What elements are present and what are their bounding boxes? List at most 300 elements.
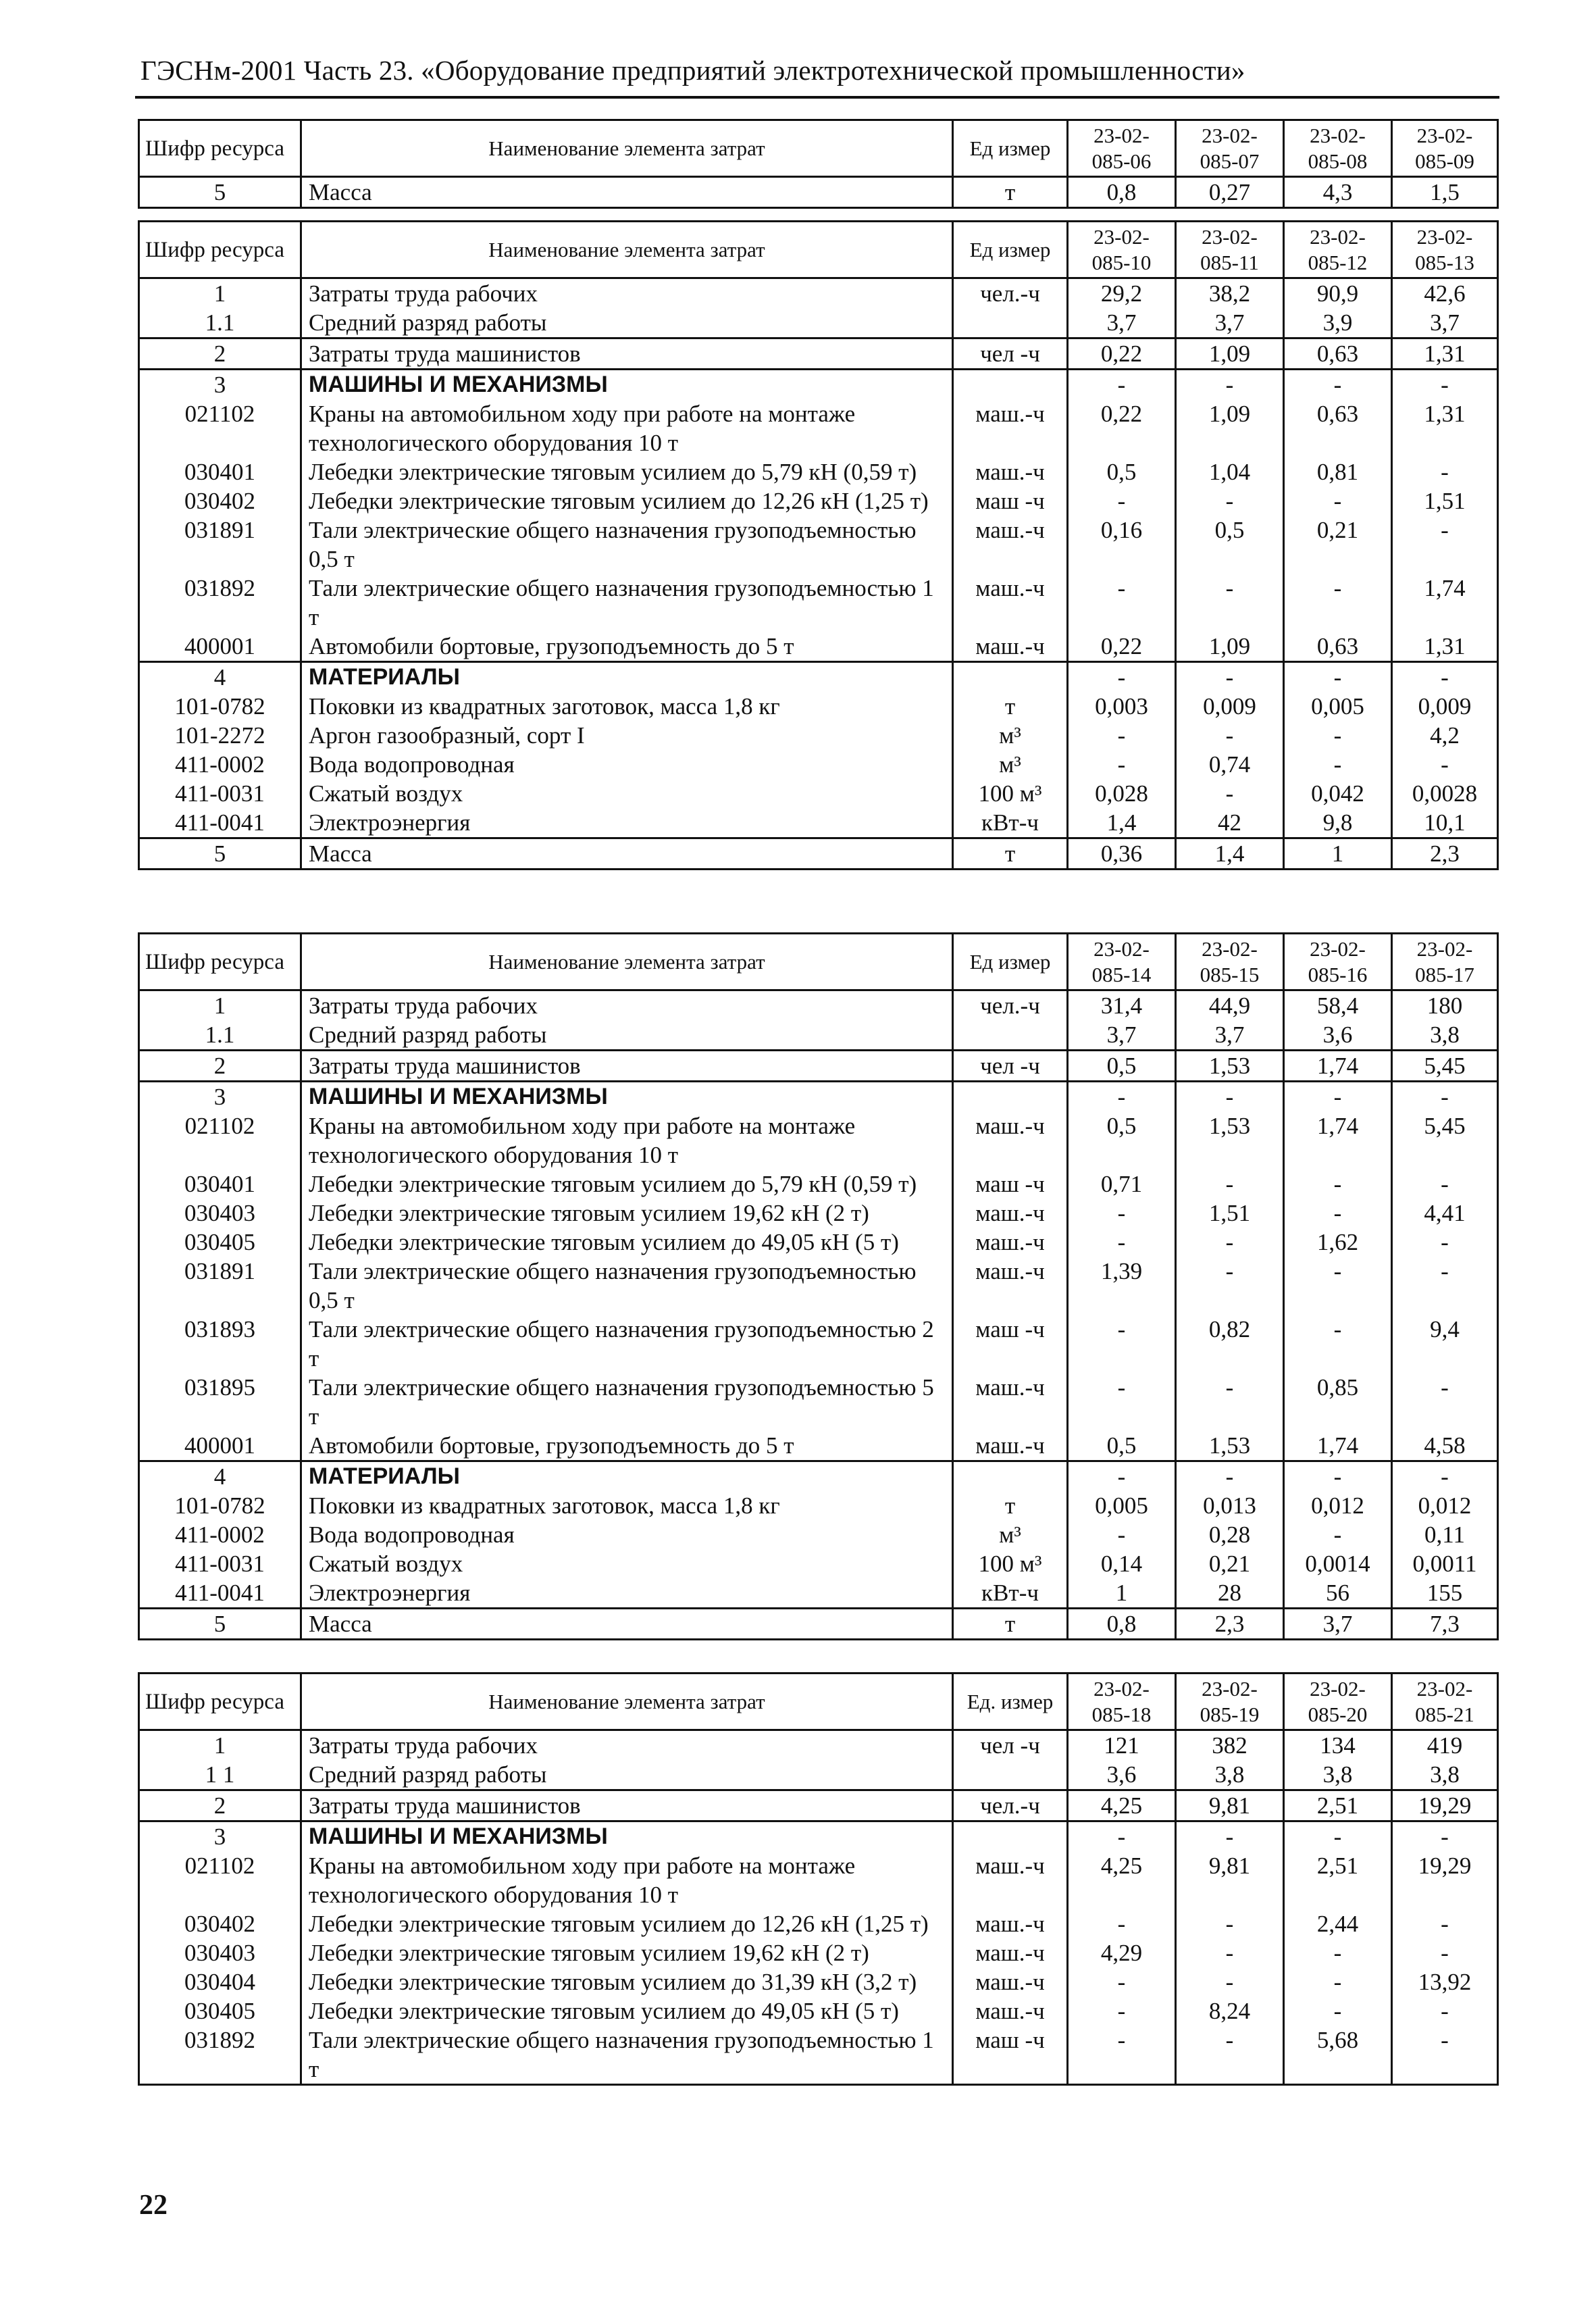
norm-value: 3,6 bbox=[1068, 1760, 1176, 1790]
norm-value: - bbox=[1284, 574, 1392, 632]
header-code: Шифр ресурса bbox=[139, 1674, 301, 1730]
norm-value: - bbox=[1284, 1315, 1392, 1373]
norm-value: 42,6 bbox=[1392, 278, 1498, 309]
resource-code: 031891 bbox=[139, 515, 301, 574]
resource-code: 030402 bbox=[139, 1909, 301, 1938]
norm-value: - bbox=[1284, 1199, 1392, 1228]
norm-value: - bbox=[1176, 779, 1284, 808]
norm-value: 2,3 bbox=[1176, 1609, 1284, 1640]
cost-element-name: Краны на автомобильном ходу при работе на монтаже технологического оборудования 10 т bbox=[301, 1111, 953, 1169]
norm-value: 2,3 bbox=[1392, 838, 1498, 870]
norm-value: 1,74 bbox=[1284, 1111, 1392, 1169]
norm-value: 121 bbox=[1068, 1730, 1176, 1761]
cost-element-name: МАШИНЫ И МЕХАНИЗМЫ bbox=[301, 1082, 953, 1112]
cost-element-name: Тали электрические общего назначения грузоподъемностью 0,5 т bbox=[301, 515, 953, 574]
norm-value: 4,58 bbox=[1392, 1431, 1498, 1461]
resource-code: 411-0002 bbox=[139, 750, 301, 779]
norm-value: 28 bbox=[1176, 1578, 1284, 1609]
norm-value: - bbox=[1284, 370, 1392, 400]
cost-element-name: Лебедки электрические тяговым усилием 19,62 кН (2 т) bbox=[301, 1199, 953, 1228]
resource-code: 411-0031 bbox=[139, 779, 301, 808]
table-row bbox=[139, 1199, 1498, 1228]
norm-value: 0,013 bbox=[1176, 1491, 1284, 1520]
header-norm-code: 23-02-085-09 bbox=[1392, 120, 1498, 177]
norm-value: 134 bbox=[1284, 1730, 1392, 1761]
norm-value: - bbox=[1176, 721, 1284, 750]
header-norm-code: 23-02-085-20 bbox=[1284, 1674, 1392, 1730]
norm-value: 0,28 bbox=[1176, 1520, 1284, 1549]
cost-element-name: Тали электрические общего назначения грузоподъемностью 1 т bbox=[301, 574, 953, 632]
norm-value: 9,81 bbox=[1176, 1790, 1284, 1821]
resource-code: 411-0041 bbox=[139, 1578, 301, 1609]
norm-value: 3,7 bbox=[1068, 308, 1176, 338]
unit-of-measure: т bbox=[953, 177, 1068, 208]
norm-value: - bbox=[1176, 1169, 1284, 1199]
cost-element-name: Краны на автомобильном ходу при работе на монтаже технологического оборудования 10 т bbox=[301, 1851, 953, 1909]
header-unit: Ед измер bbox=[953, 120, 1068, 177]
norm-value: 1,53 bbox=[1176, 1051, 1284, 1082]
cost-element-name: Затраты труда машинистов bbox=[301, 1051, 953, 1082]
table-row bbox=[139, 632, 1498, 662]
cost-element-name: Лебедки электрические тяговым усилием до 12,26 кН (1,25 т) bbox=[301, 1909, 953, 1938]
norm-value: 3,7 bbox=[1068, 1020, 1176, 1051]
norm-value: - bbox=[1392, 1373, 1498, 1431]
table-row bbox=[139, 515, 1498, 574]
norm-value: 1,31 bbox=[1392, 632, 1498, 662]
unit-of-measure: 100 м³ bbox=[953, 1549, 1068, 1578]
unit-of-measure: маш -ч bbox=[953, 1169, 1068, 1199]
norm-value: 0,0028 bbox=[1392, 779, 1498, 808]
norm-value: - bbox=[1284, 1996, 1392, 2026]
norm-value: - bbox=[1068, 1996, 1176, 2026]
norm-value: 5,45 bbox=[1392, 1051, 1498, 1082]
unit-of-measure: чел -ч bbox=[953, 1730, 1068, 1761]
norm-value: 1,4 bbox=[1176, 838, 1284, 870]
norm-value: 56 bbox=[1284, 1578, 1392, 1609]
table-row bbox=[139, 1790, 1498, 1821]
table-row bbox=[139, 1760, 1498, 1790]
table-row bbox=[139, 308, 1498, 338]
unit-of-measure bbox=[953, 1821, 1068, 1852]
norm-table-grid bbox=[138, 119, 1499, 209]
cost-element-name: Сжатый воздух bbox=[301, 779, 953, 808]
resource-code: 411-0041 bbox=[139, 808, 301, 838]
norm-value: 4,25 bbox=[1068, 1790, 1176, 1821]
norm-value: 0,8 bbox=[1068, 177, 1176, 208]
norm-value: 3,8 bbox=[1284, 1760, 1392, 1790]
unit-of-measure: кВт-ч bbox=[953, 1578, 1068, 1609]
table-row bbox=[139, 1169, 1498, 1199]
norm-value: 0,22 bbox=[1068, 632, 1176, 662]
header-code: Шифр ресурса bbox=[139, 120, 301, 177]
norm-value: 0,27 bbox=[1176, 177, 1284, 208]
norm-value: 5,68 bbox=[1284, 2026, 1392, 2085]
table-row bbox=[139, 399, 1498, 457]
norm-value: 3,8 bbox=[1392, 1020, 1498, 1051]
cost-element-name: Поковки из квадратных заготовок, масса 1,8 кг bbox=[301, 1491, 953, 1520]
norm-value: 0,5 bbox=[1068, 1111, 1176, 1169]
norm-table-grid bbox=[138, 220, 1499, 870]
unit-of-measure: маш.-ч bbox=[953, 1373, 1068, 1431]
norm-table bbox=[138, 1672, 1497, 2086]
table-row bbox=[139, 1020, 1498, 1051]
cost-element-name: Сжатый воздух bbox=[301, 1549, 953, 1578]
norm-value: 0,14 bbox=[1068, 1549, 1176, 1578]
cost-element-name: Тали электрические общего назначения грузоподъемностью 1 т bbox=[301, 2026, 953, 2085]
cost-element-name: Лебедки электрические тяговым усилием до 49,05 кН (5 т) bbox=[301, 1228, 953, 1257]
unit-of-measure: чел.-ч bbox=[953, 278, 1068, 309]
unit-of-measure: маш.-ч bbox=[953, 1111, 1068, 1169]
resource-code: 400001 bbox=[139, 632, 301, 662]
header-norm-code: 23-02-085-06 bbox=[1068, 120, 1176, 177]
table-row bbox=[139, 1228, 1498, 1257]
norm-value: - bbox=[1392, 1257, 1498, 1315]
norm-value: 1,62 bbox=[1284, 1228, 1392, 1257]
norm-value: - bbox=[1392, 515, 1498, 574]
table-row bbox=[139, 1051, 1498, 1082]
resource-code: 4 bbox=[139, 1461, 301, 1492]
norm-value: 0,5 bbox=[1068, 457, 1176, 486]
cost-element-name: Тали электрические общего назначения грузоподъемностью 5 т bbox=[301, 1373, 953, 1431]
unit-of-measure bbox=[953, 1082, 1068, 1112]
table-row bbox=[139, 692, 1498, 721]
unit-of-measure bbox=[953, 308, 1068, 338]
header-name: Наименование элемента затрат bbox=[301, 222, 953, 278]
unit-of-measure: кВт-ч bbox=[953, 808, 1068, 838]
cost-element-name: Автомобили бортовые, грузоподъемность до 5 т bbox=[301, 1431, 953, 1461]
resource-code: 021102 bbox=[139, 399, 301, 457]
header-norm-code: 23-02-085-19 bbox=[1176, 1674, 1284, 1730]
cost-element-name: Затраты труда машинистов bbox=[301, 338, 953, 370]
cost-element-name: Аргон газообразный, сорт I bbox=[301, 721, 953, 750]
resource-code: 031893 bbox=[139, 1315, 301, 1373]
cost-element-name: Масса bbox=[301, 838, 953, 870]
norm-value: - bbox=[1068, 750, 1176, 779]
norm-value: 0,21 bbox=[1284, 515, 1392, 574]
unit-of-measure: маш.-ч bbox=[953, 632, 1068, 662]
header-name: Наименование элемента затрат bbox=[301, 120, 953, 177]
norm-value: 0,11 bbox=[1392, 1520, 1498, 1549]
section-row bbox=[139, 1082, 1498, 1112]
norm-value: 0,5 bbox=[1068, 1051, 1176, 1082]
norm-value: 1,51 bbox=[1392, 486, 1498, 515]
unit-of-measure: т bbox=[953, 838, 1068, 870]
cost-element-name: Лебедки электрические тяговым усилием до 5,79 кН (0,59 т) bbox=[301, 1169, 953, 1199]
norm-value: - bbox=[1068, 2026, 1176, 2085]
resource-code: 3 bbox=[139, 370, 301, 400]
norm-value: 0,012 bbox=[1284, 1491, 1392, 1520]
norm-value: 0,63 bbox=[1284, 632, 1392, 662]
unit-of-measure: м³ bbox=[953, 750, 1068, 779]
norm-value: 90,9 bbox=[1284, 278, 1392, 309]
norm-value: 9,4 bbox=[1392, 1315, 1498, 1373]
norm-value: 1,74 bbox=[1284, 1431, 1392, 1461]
norm-value: 4,25 bbox=[1068, 1851, 1176, 1909]
header-norm-code: 23-02-085-15 bbox=[1176, 934, 1284, 990]
norm-value: - bbox=[1284, 1082, 1392, 1112]
cost-element-name: Краны на автомобильном ходу при работе на монтаже технологического оборудования 10 т bbox=[301, 399, 953, 457]
unit-of-measure: т bbox=[953, 1491, 1068, 1520]
cost-element-name: Автомобили бортовые, грузоподъемность до 5 т bbox=[301, 632, 953, 662]
table-row bbox=[139, 1609, 1498, 1640]
norm-value: - bbox=[1176, 2026, 1284, 2085]
norm-value: - bbox=[1176, 1938, 1284, 1967]
norm-value: - bbox=[1176, 370, 1284, 400]
unit-of-measure: маш.-ч bbox=[953, 1851, 1068, 1909]
resource-code: 030401 bbox=[139, 457, 301, 486]
unit-of-measure bbox=[953, 370, 1068, 400]
table-row bbox=[139, 278, 1498, 309]
table-row bbox=[139, 338, 1498, 370]
cost-element-name: Лебедки электрические тяговым усилием до 12,26 кН (1,25 т) bbox=[301, 486, 953, 515]
norm-value: 0,21 bbox=[1176, 1549, 1284, 1578]
norm-value: - bbox=[1068, 721, 1176, 750]
norm-value: 3,7 bbox=[1284, 1609, 1392, 1640]
norm-value: 44,9 bbox=[1176, 990, 1284, 1021]
resource-code: 030401 bbox=[139, 1169, 301, 1199]
norm-value: 1 bbox=[1284, 838, 1392, 870]
norm-value: 0,16 bbox=[1068, 515, 1176, 574]
table-row bbox=[139, 1111, 1498, 1169]
norm-value: 1,74 bbox=[1284, 1051, 1392, 1082]
resource-code: 030405 bbox=[139, 1228, 301, 1257]
norm-value: - bbox=[1068, 574, 1176, 632]
header-norm-code: 23-02-085-14 bbox=[1068, 934, 1176, 990]
norm-value: 0,005 bbox=[1068, 1491, 1176, 1520]
norm-value: - bbox=[1392, 1461, 1498, 1492]
header-name: Наименование элемента затрат bbox=[301, 1674, 953, 1730]
norm-value: 4,3 bbox=[1284, 177, 1392, 208]
norm-value: 3,7 bbox=[1392, 308, 1498, 338]
header-code: Шифр ресурса bbox=[139, 934, 301, 990]
norm-value: - bbox=[1068, 1082, 1176, 1112]
cost-element-name: Затраты труда рабочих bbox=[301, 1730, 953, 1761]
resource-code: 031892 bbox=[139, 2026, 301, 2085]
header-name: Наименование элемента затрат bbox=[301, 934, 953, 990]
table-row bbox=[139, 2026, 1498, 2085]
norm-value: - bbox=[1284, 1967, 1392, 1996]
norm-value: - bbox=[1176, 1967, 1284, 1996]
norm-value: 1,51 bbox=[1176, 1199, 1284, 1228]
resource-code: 1.1 bbox=[139, 308, 301, 338]
unit-of-measure bbox=[953, 1461, 1068, 1492]
norm-value: 0,85 bbox=[1284, 1373, 1392, 1431]
resource-code: 031892 bbox=[139, 574, 301, 632]
norm-value: - bbox=[1392, 1228, 1498, 1257]
cost-element-name: Поковки из квадратных заготовок, масса 1,8 кг bbox=[301, 692, 953, 721]
norm-value: 0,74 bbox=[1176, 750, 1284, 779]
header-norm-code: 23-02-085-07 bbox=[1176, 120, 1284, 177]
table-row bbox=[139, 990, 1498, 1021]
norm-value: - bbox=[1176, 1257, 1284, 1315]
norm-value: - bbox=[1392, 662, 1498, 693]
unit-of-measure: чел.-ч bbox=[953, 1790, 1068, 1821]
norm-value: - bbox=[1392, 1938, 1498, 1967]
norm-value: 1,31 bbox=[1392, 399, 1498, 457]
resource-code: 411-0031 bbox=[139, 1549, 301, 1578]
header-norm-code: 23-02-085-17 bbox=[1392, 934, 1498, 990]
norm-value: - bbox=[1392, 1082, 1498, 1112]
norm-value: 31,4 bbox=[1068, 990, 1176, 1021]
resource-code: 021102 bbox=[139, 1111, 301, 1169]
norm-value: 7,3 bbox=[1392, 1609, 1498, 1640]
norm-value: 0,63 bbox=[1284, 338, 1392, 370]
norm-value: 3,9 bbox=[1284, 308, 1392, 338]
header-unit: Ед. измер bbox=[953, 1674, 1068, 1730]
table-row bbox=[139, 1578, 1498, 1609]
unit-of-measure: маш.-ч bbox=[953, 1996, 1068, 2026]
norm-value: 0,028 bbox=[1068, 779, 1176, 808]
cost-element-name: Электроэнергия bbox=[301, 808, 953, 838]
cost-element-name: МАШИНЫ И МЕХАНИЗМЫ bbox=[301, 1821, 953, 1852]
table-row bbox=[139, 808, 1498, 838]
unit-of-measure: маш.-ч bbox=[953, 457, 1068, 486]
norm-value: 1,53 bbox=[1176, 1431, 1284, 1461]
norm-value: 1,53 bbox=[1176, 1111, 1284, 1169]
norm-value: - bbox=[1176, 1821, 1284, 1852]
norm-table bbox=[138, 119, 1497, 209]
norm-value: - bbox=[1176, 1461, 1284, 1492]
resource-code: 3 bbox=[139, 1821, 301, 1852]
norm-value: - bbox=[1284, 1257, 1392, 1315]
table-header-row bbox=[139, 222, 1498, 278]
table-row bbox=[139, 1257, 1498, 1315]
table-row bbox=[139, 1996, 1498, 2026]
norm-value: - bbox=[1068, 1315, 1176, 1373]
norm-value: 0,22 bbox=[1068, 399, 1176, 457]
header-norm-code: 23-02-085-11 bbox=[1176, 222, 1284, 278]
norm-value: 1,04 bbox=[1176, 457, 1284, 486]
unit-of-measure: маш.-ч bbox=[953, 574, 1068, 632]
header-norm-code: 23-02-085-08 bbox=[1284, 120, 1392, 177]
unit-of-measure: маш.-ч bbox=[953, 1199, 1068, 1228]
unit-of-measure: маш.-ч bbox=[953, 515, 1068, 574]
unit-of-measure: чел.-ч bbox=[953, 990, 1068, 1021]
norm-value: 0,22 bbox=[1068, 338, 1176, 370]
norm-value: - bbox=[1176, 1373, 1284, 1431]
unit-of-measure: м³ bbox=[953, 1520, 1068, 1549]
cost-element-name: Электроэнергия bbox=[301, 1578, 953, 1609]
header-norm-code: 23-02-085-10 bbox=[1068, 222, 1176, 278]
norm-value: 1,09 bbox=[1176, 338, 1284, 370]
page-number: 22 bbox=[139, 2190, 168, 2221]
resource-code: 2 bbox=[139, 1051, 301, 1082]
table-row bbox=[139, 1549, 1498, 1578]
cost-element-name: Затраты труда машинистов bbox=[301, 1790, 953, 1821]
unit-of-measure: м³ bbox=[953, 721, 1068, 750]
norm-value: - bbox=[1284, 1821, 1392, 1852]
norm-value: 0,0011 bbox=[1392, 1549, 1498, 1578]
table-row bbox=[139, 1520, 1498, 1549]
table-row bbox=[139, 1373, 1498, 1431]
norm-value: - bbox=[1176, 1082, 1284, 1112]
norm-value: - bbox=[1068, 370, 1176, 400]
cost-element-name: Вода водопроводная bbox=[301, 1520, 953, 1549]
unit-of-measure: маш.-ч bbox=[953, 1938, 1068, 1967]
norm-value: - bbox=[1068, 1373, 1176, 1431]
header-norm-code: 23-02-085-12 bbox=[1284, 222, 1392, 278]
norm-value: 10,1 bbox=[1392, 808, 1498, 838]
header-unit: Ед измер bbox=[953, 222, 1068, 278]
norm-value: 2,51 bbox=[1284, 1790, 1392, 1821]
norm-value: - bbox=[1176, 662, 1284, 693]
resource-code: 030404 bbox=[139, 1967, 301, 1996]
norm-value: 29,2 bbox=[1068, 278, 1176, 309]
table-row bbox=[139, 1431, 1498, 1461]
norm-value: 1,39 bbox=[1068, 1257, 1176, 1315]
norm-value: - bbox=[1284, 1169, 1392, 1199]
unit-of-measure: чел -ч bbox=[953, 338, 1068, 370]
resource-code: 030403 bbox=[139, 1938, 301, 1967]
unit-of-measure: маш -ч bbox=[953, 1315, 1068, 1373]
norm-value: 0,042 bbox=[1284, 779, 1392, 808]
norm-value: - bbox=[1176, 486, 1284, 515]
norm-table-grid bbox=[138, 1672, 1499, 2086]
resource-code: 101-2272 bbox=[139, 721, 301, 750]
norm-value: 0,005 bbox=[1284, 692, 1392, 721]
norm-value: - bbox=[1068, 662, 1176, 693]
norm-value: 3,7 bbox=[1176, 308, 1284, 338]
unit-of-measure: маш -ч bbox=[953, 2026, 1068, 2085]
norm-value: 3,6 bbox=[1284, 1020, 1392, 1051]
norm-value: - bbox=[1068, 1821, 1176, 1852]
section-row bbox=[139, 662, 1498, 693]
norm-value: 3,8 bbox=[1392, 1760, 1498, 1790]
norm-value: - bbox=[1284, 750, 1392, 779]
table-row bbox=[139, 750, 1498, 779]
header-code: Шифр ресурса bbox=[139, 222, 301, 278]
resource-code: 2 bbox=[139, 338, 301, 370]
norm-value: - bbox=[1392, 1909, 1498, 1938]
unit-of-measure: чел -ч bbox=[953, 1051, 1068, 1082]
norm-value: 0,82 bbox=[1176, 1315, 1284, 1373]
norm-value: - bbox=[1176, 574, 1284, 632]
norm-value: 0,36 bbox=[1068, 838, 1176, 870]
norm-value: 9,8 bbox=[1284, 808, 1392, 838]
unit-of-measure: маш.-ч bbox=[953, 1909, 1068, 1938]
cost-element-name: Тали электрические общего назначения грузоподъемностью 2 т bbox=[301, 1315, 953, 1373]
cost-element-name: МАТЕРИАЛЫ bbox=[301, 1461, 953, 1492]
table-row bbox=[139, 1909, 1498, 1938]
resource-code: 3 bbox=[139, 1082, 301, 1112]
table-row bbox=[139, 838, 1498, 870]
table-row bbox=[139, 1851, 1498, 1909]
norm-value: - bbox=[1176, 1909, 1284, 1938]
norm-value: - bbox=[1068, 1967, 1176, 1996]
norm-value: - bbox=[1284, 1520, 1392, 1549]
norm-value: 13,92 bbox=[1392, 1967, 1498, 1996]
norm-value: 419 bbox=[1392, 1730, 1498, 1761]
norm-value: - bbox=[1068, 1520, 1176, 1549]
section-row bbox=[139, 1821, 1498, 1852]
table-row bbox=[139, 486, 1498, 515]
norm-value: 9,81 bbox=[1176, 1851, 1284, 1909]
resource-code: 030405 bbox=[139, 1996, 301, 2026]
norm-value: - bbox=[1392, 1169, 1498, 1199]
resource-code: 5 bbox=[139, 1609, 301, 1640]
cost-element-name: Лебедки электрические тяговым усилием до 31,39 кН (3,2 т) bbox=[301, 1967, 953, 1996]
norm-value: 0,63 bbox=[1284, 399, 1392, 457]
resource-code: 1.1 bbox=[139, 1020, 301, 1051]
resource-code: 021102 bbox=[139, 1851, 301, 1909]
norm-value: - bbox=[1176, 1228, 1284, 1257]
norm-value: - bbox=[1392, 2026, 1498, 2085]
norm-value: 0,009 bbox=[1176, 692, 1284, 721]
header-norm-code: 23-02-085-16 bbox=[1284, 934, 1392, 990]
header-rule bbox=[135, 96, 1499, 99]
norm-value: 4,2 bbox=[1392, 721, 1498, 750]
norm-value: - bbox=[1392, 1821, 1498, 1852]
